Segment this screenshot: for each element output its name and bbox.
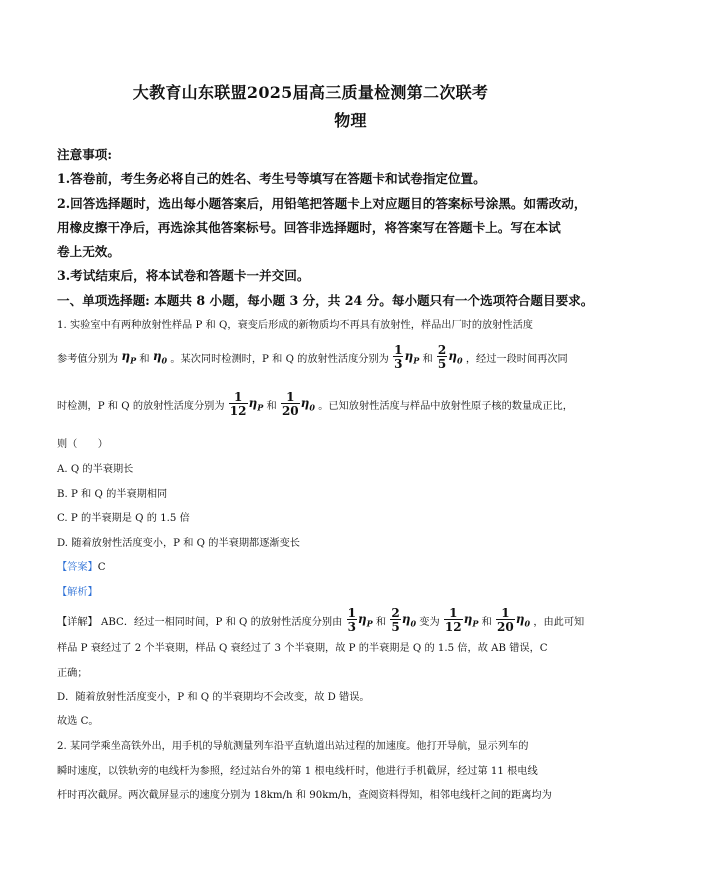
notice-item-2-line-2: 用橡皮擦干净后，再选涂其他答案标号。回答非选择题时，将答案写在答题卡上。写在本试 bbox=[57, 220, 561, 235]
fraction-one-third: $\frac{1}{3}$ bbox=[394, 343, 403, 371]
text-segment: 和 bbox=[266, 400, 277, 412]
fraction-one-twelfth: $\frac{1}{12}$ bbox=[229, 390, 247, 418]
q1-analysis-tag: 【解析】 bbox=[57, 587, 98, 598]
eta-p-symbol: $\eta_P$ bbox=[463, 612, 479, 629]
exam-title: 大教育山东联盟2025届高三质量检测第二次联考 bbox=[132, 83, 489, 102]
eta-0-symbol: $\eta_0$ bbox=[448, 349, 463, 366]
text-segment: 。某次同时检测时，P 和 Q 的放射性活度分别为 bbox=[170, 353, 389, 365]
eta-0-symbol: $\eta_0$ bbox=[401, 612, 417, 629]
q1-detail-line-3: 正确； bbox=[57, 668, 88, 679]
q1-detail-line-4: D．随着放射性活度变小，P 和 Q 的半衰期均不会改变，故 D 错误。 bbox=[57, 692, 370, 703]
eta-p-symbol: $\eta_P$ bbox=[248, 396, 264, 413]
q2-stem-line-1: 2. 某同学乘坐高铁外出，用手机的导航测量列车沿平直轨道出站过程的加速度。他打开导航，显示列车的 bbox=[57, 741, 529, 752]
text-segment: 和 bbox=[139, 353, 150, 365]
text-segment: ，经过一段时间再次同 bbox=[465, 353, 568, 365]
fraction-one-twentieth: $\frac{1}{20}$ bbox=[281, 390, 299, 418]
q2-stem-line-2: 瞬时速度，以铁轨旁的电线杆为参照，经过站台外的第 1 根电线杆时，他进行手机截屏，经过第 11 根电线 bbox=[57, 766, 538, 777]
section-heading: 一、单项选择题: 本题共 8 小题，每小题 3 分，共 24 分。每小题只有一个选项符合题目要求。 bbox=[57, 293, 594, 308]
q1-option-b: B. P 和 Q 的半衰期相同 bbox=[57, 489, 168, 500]
q1-stem-line-3 bbox=[57, 391, 573, 417]
q1-stem-line-4: 则（ ） bbox=[57, 439, 108, 450]
q1-option-d: D. 随着放射性活度变小，P 和 Q 的半衰期都逐渐变长 bbox=[57, 538, 300, 549]
detail-tag: 【详解】 bbox=[57, 616, 98, 628]
eta-0-symbol: $\eta_0$ bbox=[515, 612, 531, 629]
q1-detail-line-2: 样品 P 衰经过了 2 个半衰期，样品 Q 衰经过了 3 个半衰期，故 P 的半衰期是 Q 的 1.5 倍，故 AB 错误，C bbox=[57, 643, 548, 654]
eta-p-symbol: $\eta_P$ bbox=[121, 349, 137, 366]
fraction-one-twentieth: $\frac{1}{20}$ bbox=[497, 606, 514, 634]
notice-item-3: 3.考试结束后，将本试卷和答题卡一并交回。 bbox=[57, 268, 310, 283]
text-segment: 和 bbox=[481, 616, 492, 628]
q1-answer bbox=[57, 558, 106, 573]
notice-item-2-line-1: 2.回答选择题时，选出每小题答案后，用铅笔把答题卡上对应题目的答案标号涂黑。如需改动， bbox=[57, 196, 587, 211]
fraction-one-third: $\frac{1}{3}$ bbox=[347, 606, 356, 634]
eta-0-symbol: $\eta_0$ bbox=[152, 349, 168, 366]
eta-p-symbol: $\eta_P$ bbox=[404, 349, 420, 366]
answer-value: C bbox=[97, 562, 106, 573]
q1-option-a: A. Q 的半衰期长 bbox=[57, 464, 134, 475]
text-segment: 和 bbox=[422, 353, 433, 365]
q1-option-c: C. P 的半衰期是 Q 的 1.5 倍 bbox=[57, 513, 190, 524]
q2-stem-line-3: 杆时再次截屏。两次截屏显示的速度分别为 18km/h 和 90km/h，查阅资料得知，相邻电线杆之间的距离均为 bbox=[57, 790, 552, 801]
text-segment: 和 bbox=[375, 616, 387, 628]
text-segment: 。已知放射性活度与样品中放射性原子核的数量成正比， bbox=[318, 400, 573, 412]
q1-stem-line-1: 1. 实验室中有两种放射性样品 P 和 Q，衰变后形成的新物质均不再具有放射性，样品出厂时的放射性活度 bbox=[57, 320, 533, 331]
eta-p-symbol: $\eta_P$ bbox=[357, 612, 373, 629]
text-segment: 时检测，P 和 Q 的放射性活度分别为 bbox=[57, 400, 225, 412]
text-segment: ，由此可知 bbox=[533, 616, 585, 628]
q1-conclusion: 故选 C。 bbox=[57, 716, 99, 727]
fraction-two-fifths: $\frac{2}{5}$ bbox=[437, 343, 447, 371]
fraction-two-fifths: $\frac{2}{5}$ bbox=[391, 606, 400, 634]
text-segment: 变为 bbox=[419, 616, 440, 628]
q1-detail-line-1 bbox=[57, 607, 584, 633]
notice-item-2-line-3: 卷上无效。 bbox=[57, 244, 120, 259]
notice-heading: 注意事项: bbox=[57, 147, 113, 162]
eta-0-symbol: $\eta_0$ bbox=[300, 396, 315, 413]
q1-stem-line-2 bbox=[57, 344, 568, 370]
subject-title: 物理 bbox=[334, 111, 367, 130]
text-segment: ABC．经过一相同时间，P 和 Q 的放射性活度分别由 bbox=[101, 616, 343, 628]
fraction-one-twelfth: $\frac{1}{12}$ bbox=[444, 606, 462, 634]
text-segment: 参考值分别为 bbox=[57, 353, 119, 365]
notice-item-1: 1.答卷前，考生务必将自己的姓名、考生号等填写在答题卡和试卷指定位置。 bbox=[57, 171, 486, 186]
answer-tag: 【答案】 bbox=[57, 562, 98, 573]
